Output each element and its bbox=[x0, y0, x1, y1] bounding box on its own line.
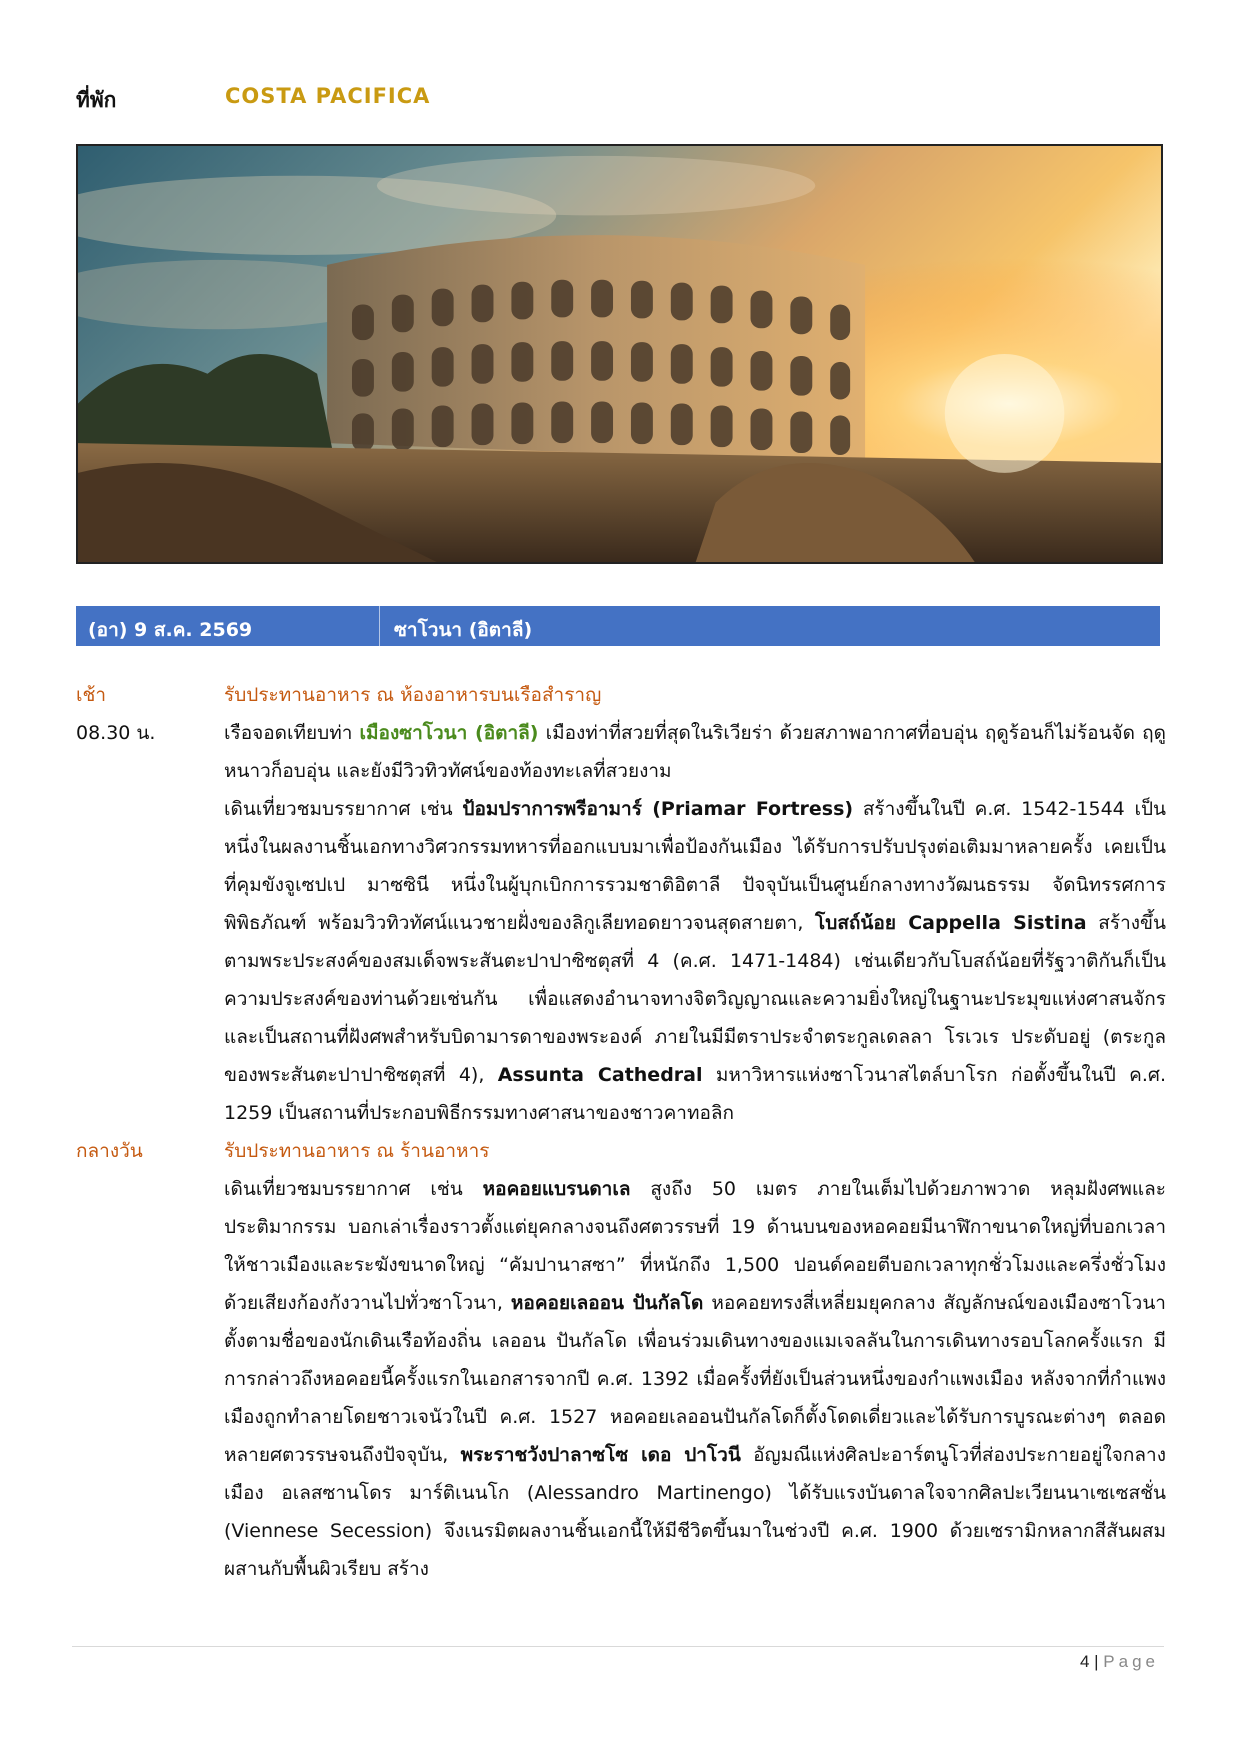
morning-meal: รับประทานอาหาร ณ ห้องอาหารบนเรือสำราญ bbox=[224, 684, 602, 706]
tour2-text bbox=[224, 1170, 1166, 1588]
arrival-time: 08.30 น. bbox=[76, 722, 156, 744]
tour2-text-2: สูงถึง 50 เมตร ภายในเต็มไปด้วยภาพวาด หลุมฝังศพและประติมากรรม บอกเล่าเรื่องราวตั้งแต่ยุคกลางจนถึงศตวรรษที่ 19 ด้านบนของหอคอยมีนาฬิกาขนาดใหญ่ที่บอกเวลาให้ชาวเมืองและระฆังขนาดใหญ่ “คัมปานาสซา” ที่หนักถึง 1,500 ปอนด์คอยตีบอกเวลาทุกชั่วโมงและครึ่งชั่วโมงด้วยเสียงก้องกังวานไปทั่วซาโวนา, bbox=[224, 1178, 1166, 1314]
arrival-text-2: เมืองท่าที่สวยที่สุดในริเวียร่า ด้วยสภาพอากาศที่อบอุ่น ฤดูร้อนก็ไม่ร้อนจัด ฤดูหนาวก็อบอุ่น และยังมีวิวทิวทัศน์ของท้องทะเลที่สวยงาม bbox=[224, 722, 1166, 782]
page-number bbox=[1080, 1652, 1159, 1672]
itinerary-body bbox=[76, 676, 1166, 1588]
tour2-text-1: เดินเที่ยวชมบรรยากาศ เช่น bbox=[224, 1178, 483, 1200]
arrival-text-1: เรือจอดเทียบท่า bbox=[224, 722, 360, 744]
tour2-text-4: อัญมณีแห่งศิลปะอาร์ตนูโวที่ส่องประกายอยู่ใจกลางเมือง อเลสซานโดร มาร์ติเนนโก (Alessandro Martinengo) ได้รับแรงบันดาลใจจากศิลปะเวียนนาเซเซสชั่น (Viennese Secession) จึงเนรมิตผลงานชิ้นเอกนี้ให้มีชีวิตขึ้นมาในช่วงปี ค.ศ. 1900 ด้วยเซรามิกหลากสีสันผสมผสานกับพื้นผิวเรียบ สร้าง bbox=[224, 1444, 1166, 1580]
tour2-highlight-pavoni: พระราชวังปาลาซโซ เดอ ปาโวนี bbox=[460, 1444, 741, 1466]
day-header-band bbox=[76, 606, 1160, 646]
page-word: Page bbox=[1103, 1652, 1159, 1671]
page-number-value: 4 bbox=[1079, 1652, 1090, 1671]
morning-label: เช้า bbox=[76, 684, 107, 706]
tour2-highlight-brandale: หอคอยแบรนดาเล bbox=[482, 1178, 631, 1200]
arrival-row bbox=[76, 714, 1166, 1132]
tour1-text-2: สร้างขึ้นในปี ค.ศ. 1542-1544 เป็นหนึ่งในผลงานชิ้นเอกทางวิศวกรรมทหารที่ออกแบบมาเพื่อป้องกันเมือง ได้รับการปรับปรุงต่อเติมมาหลายครั้ง เคยเป็นที่คุมขังจูเซปเป มาซซินี หนึ่งในผู้บุกเบิกการรวมชาติอิตาลี ปัจจุบันเป็นศูนย์กลางทางวัฒนธรรม จัดนิทรรศการ พิพิธภัณฑ์ พร้อมวิวทิวทัศน์แนวชายฝั่งของลิกูเลียทอดยาวจนสุดสายตา, bbox=[224, 798, 1167, 934]
arrival-city: เมืองซาโวนา (อิตาลี) bbox=[359, 722, 539, 744]
arrival-text bbox=[224, 714, 1166, 790]
day-band-divider bbox=[379, 606, 380, 646]
tour1-text-4: มหาวิหารแห่งซาโวนาสไตล์บาโรก ก่อตั้งขึ้นในปี ค.ศ. 1259 เป็นสถานที่ประกอบพิธีกรรมทางศาสนาของชาวคาทอลิก bbox=[224, 1064, 1166, 1124]
lodging-row bbox=[76, 84, 431, 117]
morning-meal-row bbox=[76, 676, 1166, 714]
day-place: ซาโวนา (อิตาลี) bbox=[394, 619, 533, 641]
noon-meal-row bbox=[76, 1132, 1166, 1588]
tour1-text-3: สร้างขึ้นตามพระประสงค์ของสมเด็จพระสันตะปาปาซิซตุสที่ 4 (ค.ศ. 1471-1484) เช่นเดียวกับโบสถ์น้อยที่รัฐวาติกันก็เป็นความประสงค์ของท่านด้วยเช่นกัน เพื่อแสดงอำนาจทางจิตวิญญาณและความยิ่งใหญ่ในฐานะประมุขแห่งศาสนจักรและเป็นสถานที่ฝังศพสำหรับบิดามารดาของพระองค์ ภายในมีมีตราประจำตระกูลเดลลา โรเวเร ประดับอยู่ (ตระกูลของพระสันตะปาปาซิซตุสที่ 4), bbox=[224, 912, 1166, 1086]
tour2-highlight-pancaldo: หอคอยเลออน ปันกัลโด bbox=[510, 1292, 704, 1314]
tour1-text-1: เดินเที่ยวชมบรรยากาศ เช่น bbox=[224, 798, 463, 820]
noon-label: กลางวัน bbox=[76, 1140, 143, 1162]
noon-meal: รับประทานอาหาร ณ ร้านอาหาร bbox=[224, 1140, 490, 1162]
page-number-separator: | bbox=[1089, 1652, 1104, 1671]
day-date: (อา) 9 ส.ค. 2569 bbox=[88, 619, 253, 641]
tour2-text-3: หอคอยทรงสี่เหลี่ยมยุคกลาง สัญลักษณ์ของเมืองซาโวนา ตั้งตามชื่อของนักเดินเรือท้องถิ่น เลออน ปันกัลโด เพื่อนร่วมเดินทางของแมเจลลันในการเดินทางรอบโลกครั้งแรก มีการกล่าวถึงหอคอยนี้ครั้งแรกในเอกสารจากปี ค.ศ. 1392 เมื่อครั้งที่ยังเป็นส่วนหนึ่งของกำแพงเมือง หลังจากที่กำแพงเมืองถูกทำลายโดยชาวเจนัวในปี ค.ศ. 1527 หอคอยเลออนปันกัลโดก็ตั้งโดดเดี่ยวและได้รับการบูรณะต่างๆ ตลอดหลายศตวรรษจนถึงปัจจุบัน, bbox=[224, 1292, 1166, 1466]
lodging-label: ที่พัก bbox=[76, 88, 117, 112]
ship-name: COSTA PACIFICA bbox=[225, 84, 431, 108]
tour1-text bbox=[224, 790, 1166, 1132]
footer-divider bbox=[72, 1646, 1164, 1647]
colosseum-photo bbox=[76, 144, 1163, 564]
tour1-highlight-chapel: โบสถ์น้อย Cappella Sistina bbox=[815, 912, 1087, 934]
tour1-highlight-cathedral: Assunta Cathedral bbox=[497, 1064, 703, 1086]
tour1-highlight-fortress: ป้อมปราการพรีอามาร์ (Priamar Fortress) bbox=[462, 798, 854, 820]
colosseum-illustration bbox=[78, 146, 1161, 562]
